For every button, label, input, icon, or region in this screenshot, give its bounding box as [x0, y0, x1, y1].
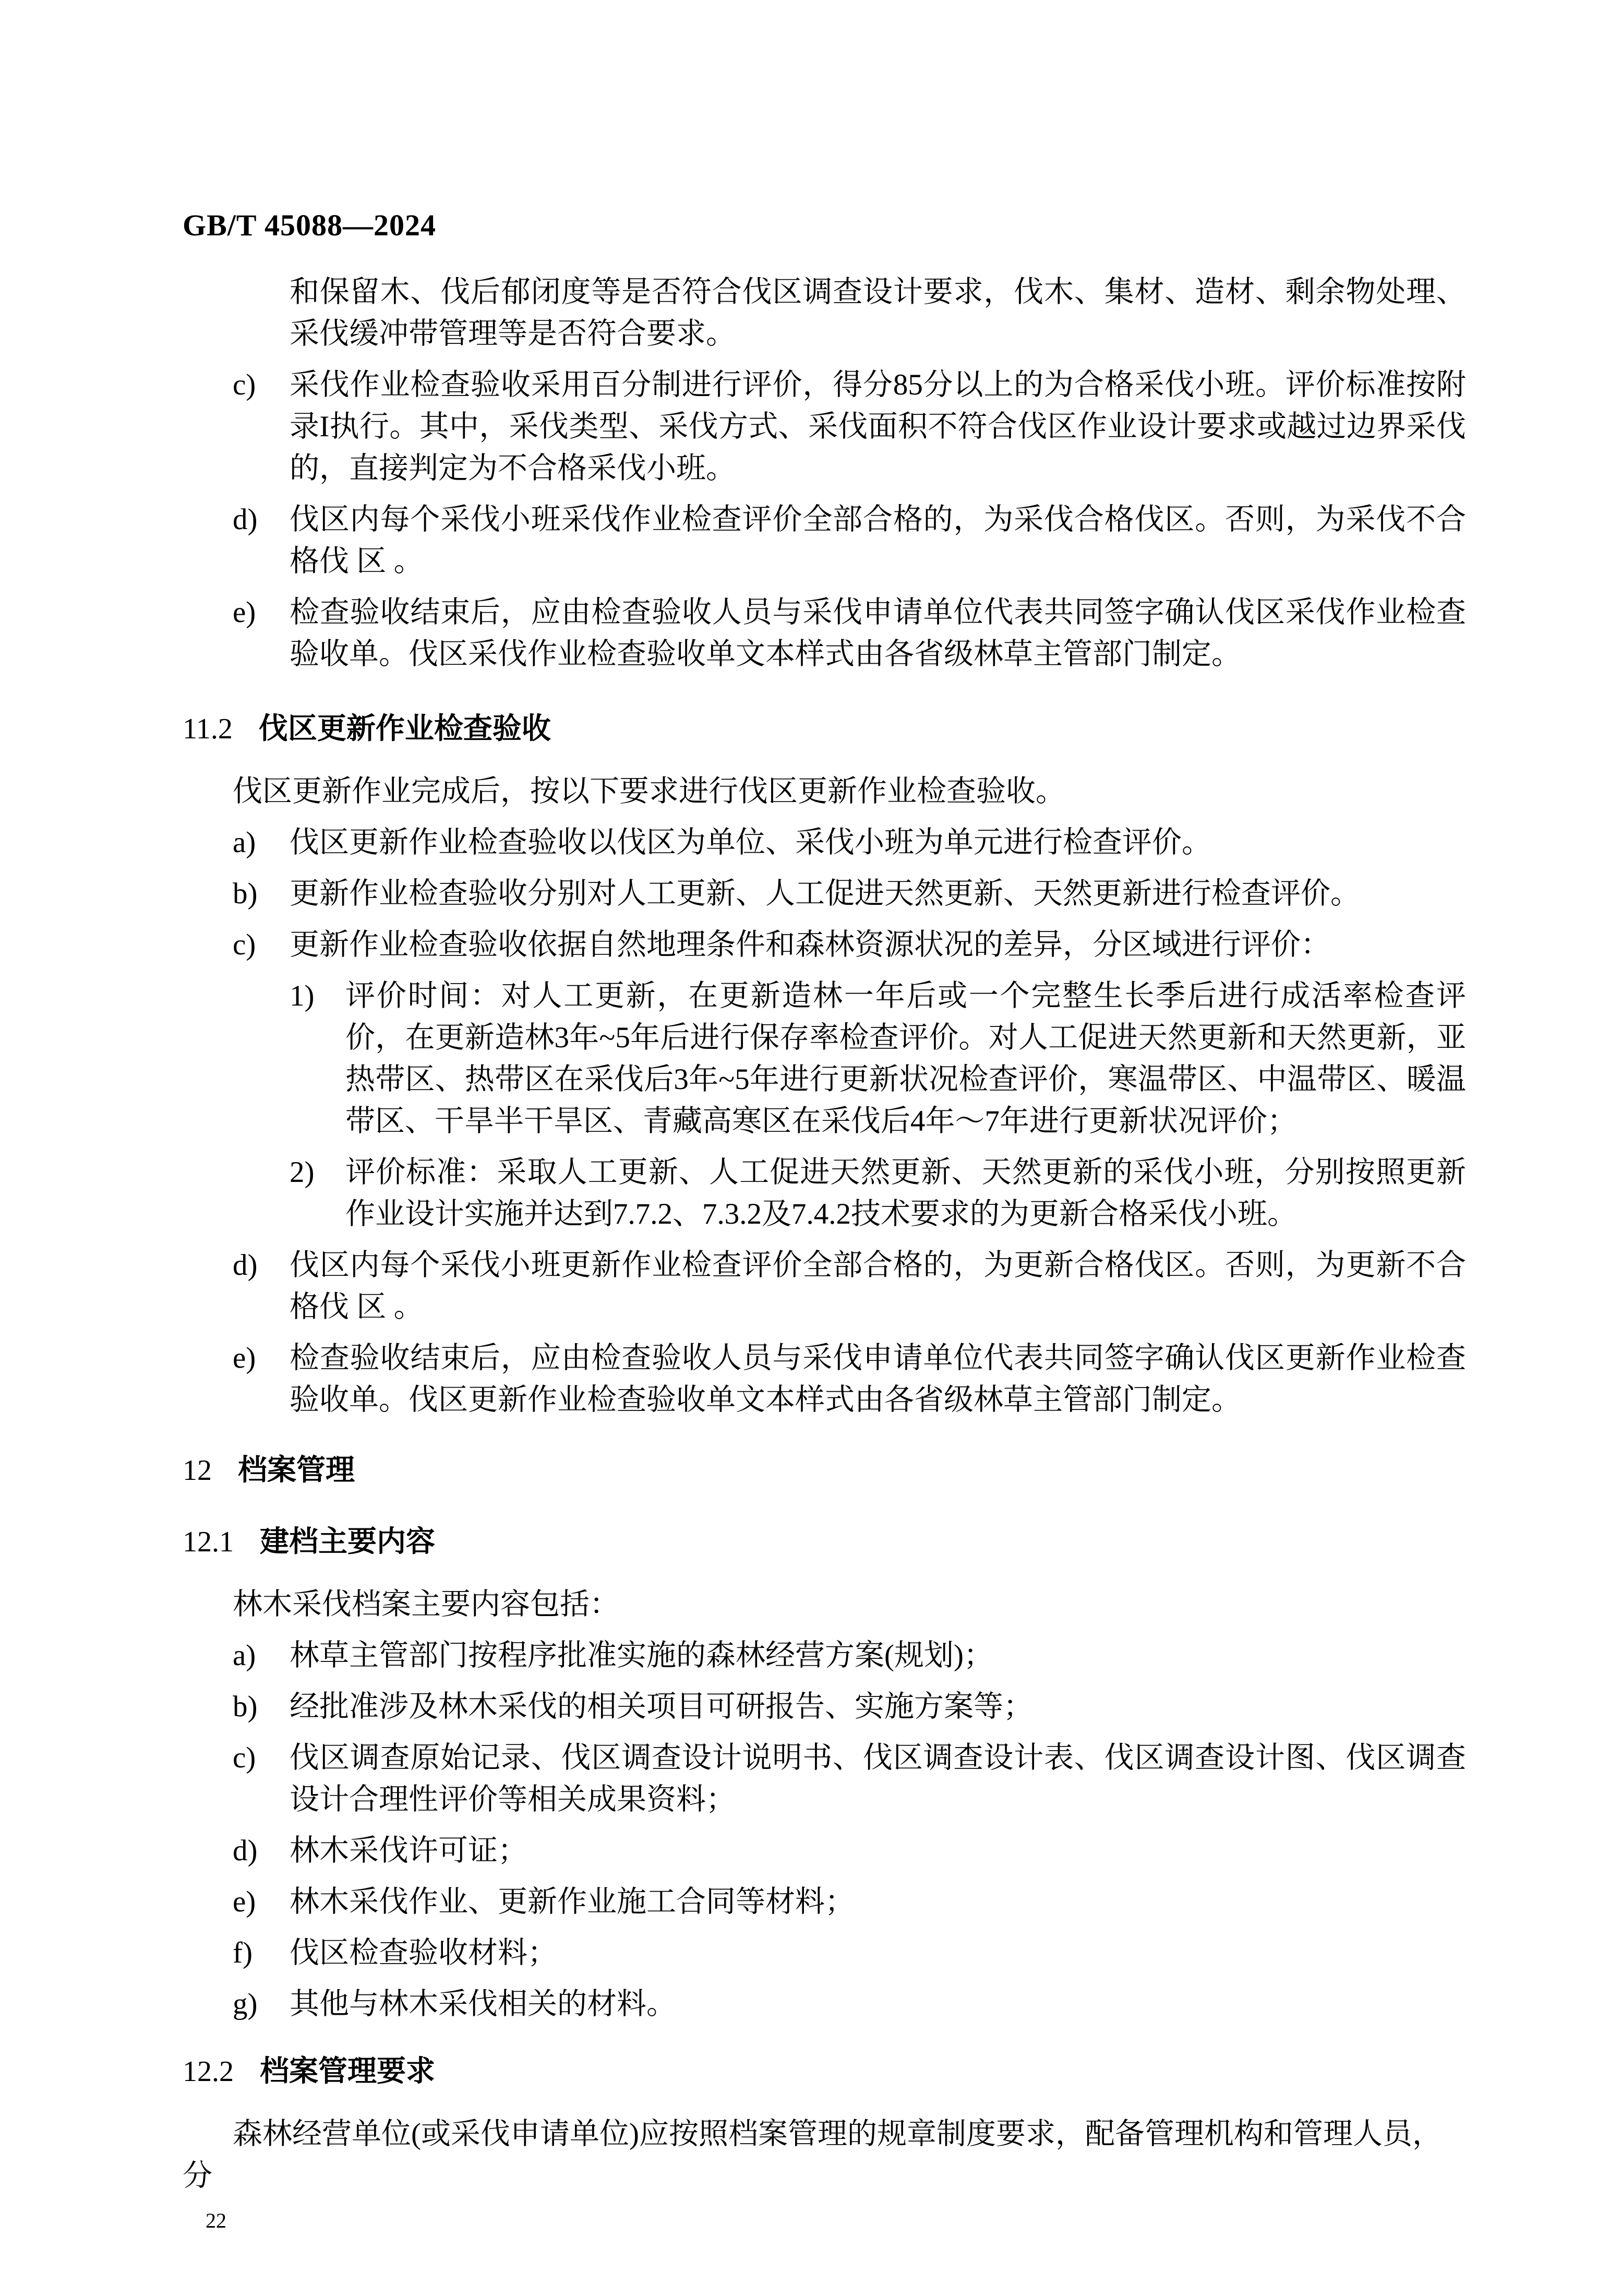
list-section-12-1 [183, 1635, 1466, 2025]
list-item-label: e) [233, 1342, 256, 1374]
list-item-label: c) [233, 1741, 256, 1774]
list-item-label: a) [233, 1639, 256, 1672]
section-heading-11-2 [183, 708, 1466, 750]
paragraph-continuation: 和保留木、伐后郁闭度等是否符合伐区调查设计要求，伐木、集材、造材、剩余物处理、采伐缓冲带管理等是否符合要求。 [290, 276, 1466, 350]
list-item [183, 822, 1466, 864]
standard-number: GB/T 45088—2024 [183, 208, 437, 242]
sub-item-text: 评价时间：对人工更新，在更新造林一年后或一个完整生长季后进行成活率检查评价，在更新造林3年~5年后进行保存率检查评价。对人工促进天然更新和天然更新，亚热带区、热带区在采伐后3年~5年进行更新状况检查评价，寒温带区、中温带区、暖温带区、干旱半干旱区、青藏高寒区在采伐后4年～7年进行更新状况评价； [345, 979, 1466, 1138]
list-item [183, 1737, 1466, 1821]
list-item [183, 1245, 1466, 1328]
list-item [183, 1337, 1466, 1421]
sub-item-label: 2) [290, 1156, 315, 1189]
paragraph-intro-11-2: 伐区更新作业完成后，按以下要求进行伐区更新作业检查验收。 [233, 775, 1065, 808]
list-item [183, 1881, 1466, 1923]
list-item [183, 1830, 1466, 1872]
list-item-label: b) [233, 877, 258, 910]
section-title: 档案管理 [238, 1453, 355, 1486]
section-heading-12 [183, 1449, 1466, 1491]
sub-list-item [290, 975, 1466, 1142]
list-item [183, 1635, 1466, 1677]
paragraph-intro-12-1: 林木采伐档案主要内容包括： [233, 1588, 619, 1621]
sub-item-text: 评价标准：采取人工更新、人工促进天然更新、天然更新的采伐小班，分别按照更新作业设计实施并达到7.7.2、7.3.2及7.4.2技术要求的为更新合格采伐小班。 [345, 1156, 1466, 1230]
sub-list-item [290, 1152, 1466, 1235]
section-heading-12-2 [183, 2050, 1466, 2092]
list-item-text: 更新作业检查验收分别对人工更新、人工促进天然更新、天然更新进行检查评价。 [290, 877, 1360, 910]
list-item-label: d) [233, 1834, 258, 1867]
list-item-label: d) [233, 1249, 258, 1282]
list-item-text: 林木采伐许可证； [290, 1834, 527, 1867]
section-number: 12.1 [183, 1526, 234, 1558]
list-item-text: 检查验收结束后，应由检查验收人员与采伐申请单位代表共同签字确认伐区更新作业检查验收单。伐区更新作业检查验收单文本样式由各省级林草主管部门制定。 [290, 1342, 1466, 1416]
list-item-text: 伐区调查原始记录、伐区调查设计说明书、伐区调查设计表、伐区调查设计图、伐区调查设计合理性评价等相关成果资料； [290, 1741, 1466, 1816]
list-item-label: d) [233, 503, 258, 536]
list-item [183, 1983, 1466, 2025]
list-item-text: 伐区内每个采伐小班采伐作业检查评价全部合格的，为采伐合格伐区。否则，为采伐不合格伐 区 。 [290, 503, 1466, 578]
list-item [183, 1686, 1466, 1728]
list-item-text: 林草主管部门按程序批准实施的森林经营方案(规划)； [290, 1639, 993, 1672]
list-section-11-2 [183, 822, 1466, 1421]
list-item [183, 1932, 1466, 1974]
list-item-label: c) [233, 368, 256, 401]
list-item-text: 伐区更新作业检查验收以伐区为单位、采伐小班为单元进行检查评价。 [290, 826, 1211, 859]
section-number: 11.2 [183, 713, 233, 745]
list-item-label: c) [233, 928, 256, 961]
list-item-text-line: 更新作业检查验收依据自然地理条件和森林资源状况的差异，分区域进行评价： [290, 928, 1330, 961]
list-item [183, 592, 1466, 675]
list-item-label: e) [233, 596, 256, 629]
list-item-text: 检查验收结束后，应由检查验收人员与采伐申请单位代表共同签字确认伐区采伐作业检查验收单。伐区采伐作业检查验收单文本样式由各省级林草主管部门制定。 [290, 596, 1466, 671]
section-title: 建档主要内容 [260, 1525, 435, 1558]
list-item-label: e) [233, 1885, 256, 1918]
list-item-text: 经批准涉及林木采伐的相关项目可研报告、实施方案等； [290, 1690, 1033, 1723]
list-item [183, 924, 1466, 1235]
list-item-label: a) [233, 826, 256, 859]
section-number: 12 [183, 1454, 212, 1487]
list-item [183, 364, 1466, 489]
list-item-label: g) [233, 1988, 258, 2020]
list-item-text [290, 924, 1466, 1235]
section-title: 档案管理要求 [260, 2054, 435, 2087]
list-item-text: 采伐作业检查验收采用百分制进行评价，得分85分以上的为合格采伐小班。评价标准按附录I执行。其中，采伐类型、采伐方式、采伐面积不符合伐区作业设计要求或越过边界采伐的，直接判定为不合格采伐小班。 [290, 368, 1466, 485]
list-item-text: 伐区内每个采伐小班更新作业检查评价全部合格的，为更新合格伐区。否则，为更新不合格伐 区 。 [290, 1249, 1466, 1323]
section-number: 12.2 [183, 2055, 234, 2088]
list-item [183, 499, 1466, 582]
list-item-label: f) [233, 1936, 253, 1969]
list-item [183, 873, 1466, 915]
section-heading-12-1 [183, 1521, 1466, 1563]
list-item-text: 其他与林木采伐相关的材料。 [290, 1988, 676, 2020]
list-section-11-1 [183, 364, 1466, 675]
page-content [183, 271, 1466, 2237]
paragraph-12-2: 森林经营单位(或采伐申请单位)应按照档案管理的规章制度要求，配备管理机构和管理人员，分 [183, 2118, 1442, 2192]
list-item-text: 林木采伐作业、更新作业施工合同等材料； [290, 1885, 855, 1918]
list-item-label: b) [233, 1690, 258, 1723]
section-title: 伐区更新作业检查验收 [258, 712, 551, 745]
page-number: 22 [206, 2209, 226, 2232]
sub-item-label: 1) [290, 979, 315, 1012]
list-item-text: 伐区检查验收材料； [290, 1936, 557, 1969]
